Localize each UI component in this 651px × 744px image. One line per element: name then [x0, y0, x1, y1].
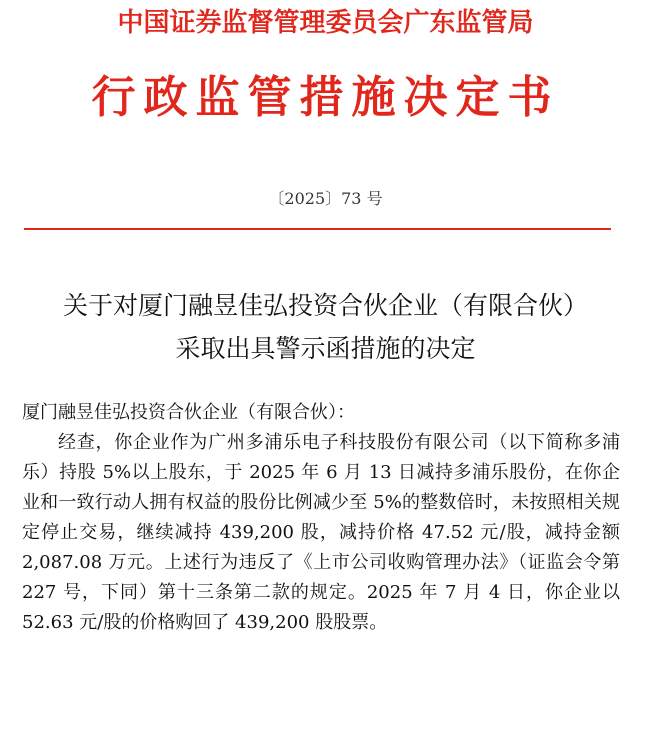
title-line-2: 采取出具警示函措施的决定: [175, 334, 476, 363]
red-divider: [24, 228, 611, 230]
document-title: [0, 284, 651, 370]
document-type-heading: 行政监管措施决定书: [91, 72, 560, 123]
title-line-1: 关于对厦门融昱佳弘投资合伙企业（有限合伙）: [62, 291, 588, 320]
salutation: 厦门融昱佳弘投资合伙企业（有限合伙）：: [22, 402, 355, 423]
document-number: 〔2025〕73 号: [268, 189, 383, 208]
issuer-name: 中国证券监督管理委员会广东监管局: [117, 8, 534, 38]
body-paragraph: 经查，你企业作为广州多浦乐电子科技股份有限公司（以下简称多浦乐）持股 5%以上股东，于 2025 年 6 月 13 日减持多浦乐股份，在你企业和一致行动人拥有权益的股份比例减少至 5%的整数倍时，未按照相关规定停止交易，继续减持 439,200 股，减持价格 47.52 元/股，减持金额 2,087.08 万元。上述行为违反了《上市公司收购管理办法》（证监会令第 227 号，下同）第十三条第二款的规定。2025 年 7 月 4 日，你企业以 52.63 元/股的价格购回了 439,200 股股票。: [22, 432, 620, 633]
document-body: [22, 398, 620, 638]
